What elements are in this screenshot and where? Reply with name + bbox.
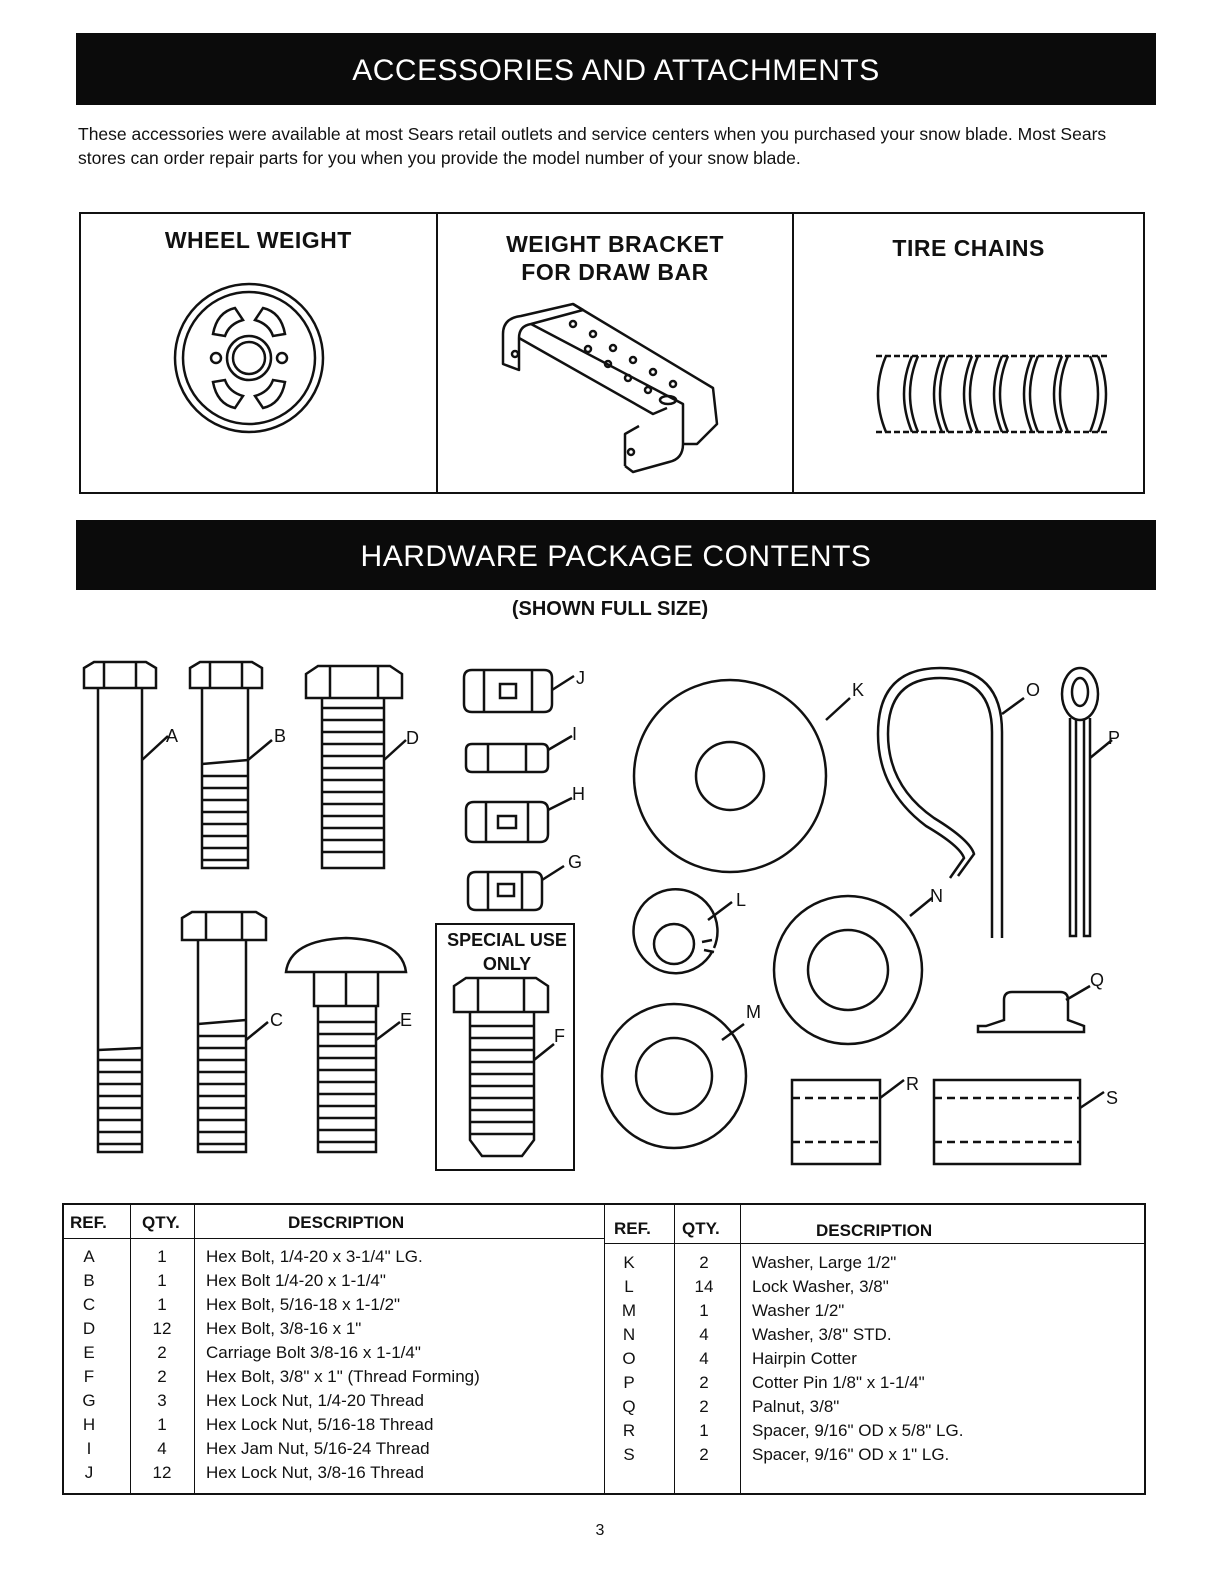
accessory-name: WHEEL WEIGHT	[164, 227, 352, 253]
part-b-hex-bolt	[190, 662, 272, 868]
part-i-hex-jam-nut	[466, 736, 572, 772]
page-number: 3	[595, 1522, 605, 1539]
row-qty: 2	[699, 1373, 709, 1392]
row-qty: 1	[699, 1421, 709, 1440]
row-ref: E	[83, 1343, 95, 1362]
part-letter-p: P	[1108, 728, 1121, 748]
part-f-hex-bolt	[454, 978, 554, 1156]
accessory-name: TIRE CHAINS	[892, 235, 1045, 261]
header-ref-right: REF.	[614, 1219, 651, 1238]
row-ref: B	[83, 1271, 95, 1290]
row-description: Hex Bolt, 1/4-20 x 3-1/4" LG.	[206, 1247, 423, 1266]
header-description-right: DESCRIPTION	[816, 1221, 933, 1240]
row-qty: 3	[157, 1391, 167, 1410]
part-q-palnut	[978, 986, 1090, 1032]
row-qty: 1	[157, 1271, 167, 1290]
accessory-tire-chains	[792, 214, 1143, 492]
row-ref: L	[624, 1277, 634, 1296]
row-ref: H	[82, 1415, 96, 1434]
row-qty: 2	[699, 1445, 709, 1464]
row-description: Cotter Pin 1/8" x 1-1/4"	[752, 1373, 925, 1392]
row-description: Lock Washer, 3/8"	[752, 1277, 889, 1296]
row-qty: 2	[699, 1397, 709, 1416]
part-p-cotter-pin	[1062, 668, 1112, 936]
part-letter-f: F	[554, 1026, 565, 1046]
row-description: Spacer, 9/16" OD x 1" LG.	[752, 1445, 950, 1464]
header-qty-right: QTY.	[682, 1219, 720, 1238]
row-description: Hex Lock Nut, 1/4-20 Thread	[206, 1391, 424, 1410]
row-ref: G	[82, 1391, 96, 1410]
part-letter-k: K	[852, 680, 865, 700]
hardware-subtitle: (SHOWN FULL SIZE)	[511, 598, 709, 620]
row-qty: 1	[157, 1415, 167, 1434]
row-qty: 12	[152, 1463, 172, 1482]
row-description: Hex Lock Nut, 5/16-18 Thread	[206, 1415, 434, 1434]
row-ref: F	[83, 1367, 95, 1386]
row-qty: 1	[157, 1295, 167, 1314]
special-use-label: SPECIAL USE ONLY	[447, 930, 567, 974]
wheel-weight-icon	[169, 276, 329, 436]
row-qty: 4	[699, 1325, 709, 1344]
part-e-carriage-bolt	[286, 938, 406, 1152]
accessory-name: WEIGHT BRACKET FOR DRAW BAR	[506, 231, 724, 285]
row-description: Hex Bolt, 3/8" x 1" (Thread Forming)	[206, 1367, 480, 1386]
row-ref: C	[82, 1295, 96, 1314]
row-description: Carriage Bolt 3/8-16 x 1-1/4"	[206, 1343, 421, 1362]
row-qty: 4	[157, 1439, 167, 1458]
part-letter-g: G	[568, 852, 583, 872]
part-letter-l: L	[736, 890, 747, 910]
part-letter-j: J	[576, 668, 585, 688]
row-ref: K	[623, 1253, 635, 1272]
part-letter-r: R	[906, 1074, 919, 1094]
row-qty: 4	[699, 1349, 709, 1368]
part-r-spacer	[792, 1080, 904, 1164]
row-description: Washer, 3/8" STD.	[752, 1325, 892, 1344]
part-letter-o: O	[1026, 680, 1041, 700]
part-a-hex-bolt	[84, 662, 168, 1152]
part-letter-d: D	[406, 728, 419, 748]
part-letter-i: I	[572, 724, 578, 744]
row-qty: 2	[157, 1367, 167, 1386]
part-letter-b: B	[274, 726, 287, 746]
row-description: Hex Bolt, 5/16-18 x 1-1/2"	[206, 1295, 401, 1314]
row-qty: 12	[152, 1319, 172, 1338]
part-k-washer	[634, 680, 850, 872]
part-d-hex-bolt	[306, 666, 406, 868]
hardware-title: HARDWARE PACKAGE CONTENTS	[76, 520, 1156, 590]
part-s-spacer	[934, 1080, 1104, 1164]
part-letter-a: A	[166, 726, 179, 746]
part-j-hex-lock-nut	[464, 670, 574, 712]
row-ref: A	[83, 1247, 95, 1266]
row-description: Palnut, 3/8"	[752, 1397, 840, 1416]
row-qty: 1	[699, 1301, 709, 1320]
row-qty: 2	[699, 1253, 709, 1272]
row-description: Washer 1/2"	[752, 1301, 845, 1320]
part-l-lock-washer	[633, 889, 732, 973]
weight-bracket-icon	[493, 294, 743, 474]
row-ref: I	[86, 1439, 92, 1458]
row-ref: D	[82, 1319, 96, 1338]
row-ref: S	[623, 1445, 635, 1464]
row-qty: 14	[694, 1277, 714, 1296]
row-ref: J	[84, 1463, 94, 1482]
part-letter-h: H	[572, 784, 585, 804]
row-description: Hex Jam Nut, 5/16-24 Thread	[206, 1439, 430, 1458]
row-qty: 2	[157, 1343, 167, 1362]
row-ref: O	[622, 1349, 636, 1368]
header-ref-left: REF.	[70, 1213, 107, 1232]
part-o-hairpin-cotter	[878, 668, 1024, 938]
hardware-parts-table	[62, 1203, 1146, 1495]
tire-chains-icon	[874, 344, 1114, 444]
row-description: Hex Bolt 1/4-20 x 1-1/4"	[206, 1271, 386, 1290]
part-letter-c: C	[270, 1010, 283, 1030]
row-ref: R	[622, 1421, 636, 1440]
accessories-title: ACCESSORIES AND ATTACHMENTS	[76, 33, 1156, 105]
row-ref: M	[621, 1301, 637, 1320]
row-description: Spacer, 9/16" OD x 5/8" LG.	[752, 1421, 964, 1440]
row-description: Hairpin Cotter	[752, 1349, 857, 1368]
part-n-washer	[774, 896, 932, 1044]
part-letter-q: Q	[1090, 970, 1105, 990]
part-m-washer	[602, 1004, 746, 1148]
part-letter-n: N	[930, 886, 943, 906]
row-ref: N	[622, 1325, 636, 1344]
accessories-intro: These accessories were available at most Sears retail outlets and service centers when you purchased your snow blade. Most Sears stores can order repair parts for you when you provide the model number of your snow blade.	[78, 124, 1107, 168]
accessory-weight-bracket	[436, 214, 793, 492]
row-description: Hex Bolt, 3/8-16 x 1"	[206, 1319, 362, 1338]
part-c-hex-bolt	[182, 912, 268, 1152]
part-letter-s: S	[1106, 1088, 1119, 1108]
row-ref: Q	[622, 1397, 636, 1416]
accessory-wheel-weight	[81, 214, 436, 492]
header-qty-left: QTY.	[142, 1213, 180, 1232]
part-h-hex-lock-nut	[466, 798, 572, 842]
hardware-diagram	[60, 640, 1140, 1180]
header-description-left: DESCRIPTION	[288, 1213, 405, 1232]
row-description: Washer, Large 1/2"	[752, 1253, 897, 1272]
part-g-hex-lock-nut	[468, 866, 564, 910]
part-letter-m: M	[746, 1002, 761, 1022]
row-description: Hex Lock Nut, 3/8-16 Thread	[206, 1463, 424, 1482]
row-ref: P	[623, 1373, 635, 1392]
accessories-panel	[79, 212, 1145, 494]
part-letter-e: E	[400, 1010, 413, 1030]
row-qty: 1	[157, 1247, 167, 1266]
